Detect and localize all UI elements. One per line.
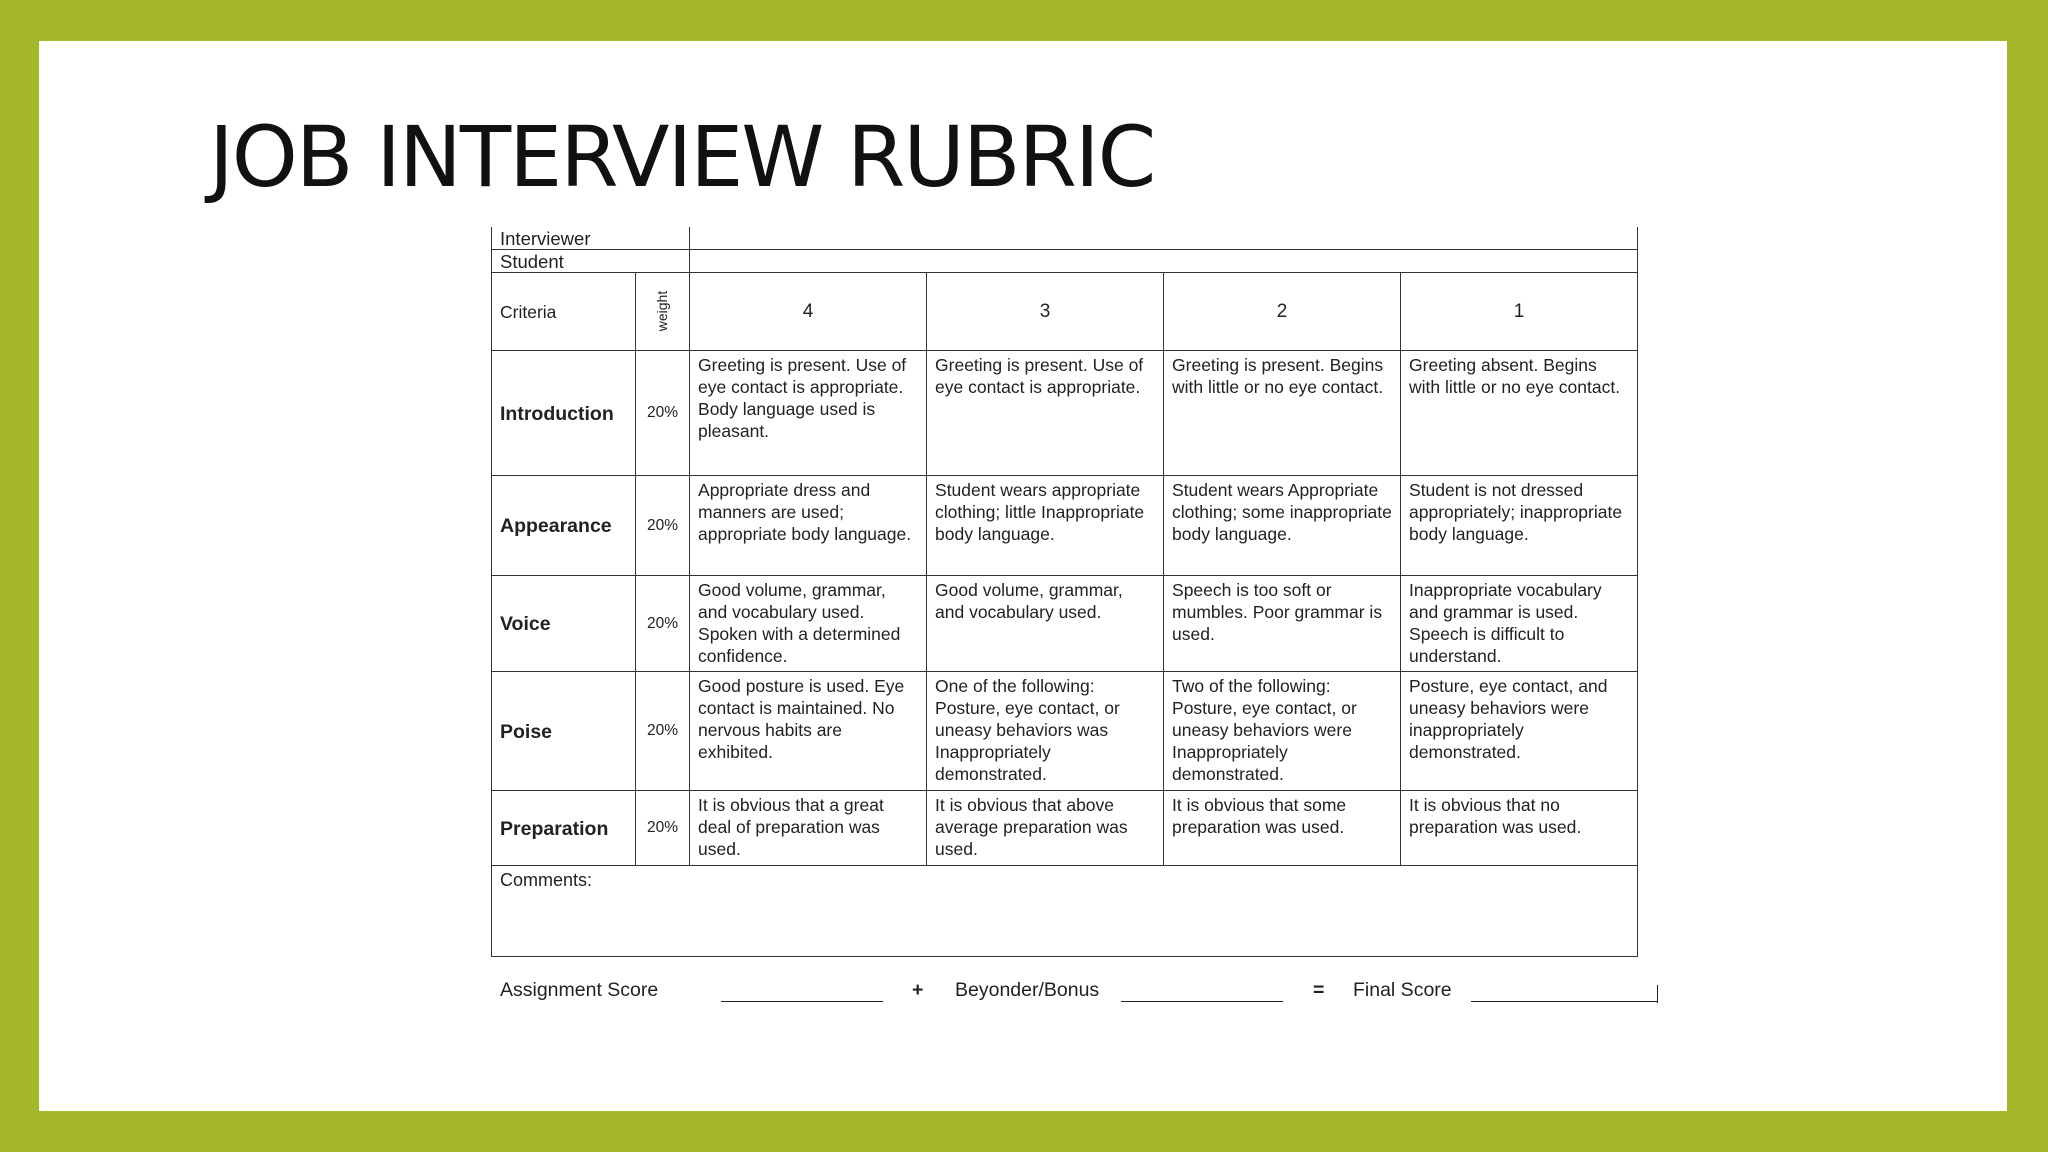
plus-sign: + xyxy=(912,979,924,1001)
criteria-cell: Two of the following: Posture, eye contact, or uneasy behaviors were Inappropriately demonstrated. xyxy=(1164,672,1401,791)
criteria-row-introduction xyxy=(492,351,1638,476)
criteria-weight: 20% xyxy=(636,351,690,476)
student-row xyxy=(492,250,1638,273)
criteria-cell: Speech is too soft or mumbles. Poor grammar is used. xyxy=(1164,576,1401,672)
criteria-weight: 20% xyxy=(636,672,690,791)
comments-label: Comments: xyxy=(500,870,593,890)
criteria-name: Voice xyxy=(492,576,636,672)
criteria-cell: Good volume, grammar, and vocabulary used. Spoken with a determined confidence. xyxy=(690,576,927,672)
criteria-name: Appearance xyxy=(492,476,636,576)
criteria-cell: It is obvious that no preparation was used. xyxy=(1401,791,1638,866)
slide-title: JOB INTERVIEW RUBRIC xyxy=(209,108,1155,206)
criteria-cell: Inappropriate vocabulary and grammar is used. Speech is difficult to understand. xyxy=(1401,576,1638,672)
criteria-cell: One of the following: Posture, eye contact, or uneasy behaviors was Inappropriately demonstrated. xyxy=(927,672,1164,791)
criteria-name: Preparation xyxy=(492,791,636,866)
criteria-header: Criteria xyxy=(492,273,636,351)
score-header-2: 2 xyxy=(1164,273,1401,351)
criteria-cell: Appropriate dress and manners are used; appropriate body language. xyxy=(690,476,927,576)
assignment-score-blank xyxy=(721,1001,883,1002)
criteria-name: Introduction xyxy=(492,351,636,476)
weight-header xyxy=(636,273,690,351)
criteria-row-poise xyxy=(492,672,1638,791)
score-header-1: 1 xyxy=(1401,273,1638,351)
final-score-end-tick xyxy=(1657,985,1658,1003)
criteria-cell: Greeting is present. Begins with little or no eye contact. xyxy=(1164,351,1401,476)
weight-header-label: weight xyxy=(654,290,671,332)
final-score-label: Final Score xyxy=(1353,979,1452,1001)
bonus-label: Beyonder/Bonus xyxy=(955,979,1100,1001)
criteria-cell: Good volume, grammar, and vocabulary used. xyxy=(927,576,1164,672)
comments-row xyxy=(492,866,1638,957)
criteria-cell: Student is not dressed appropriately; inappropriate body language. xyxy=(1401,476,1638,576)
criteria-cell: Good posture is used. Eye contact is maintained. No nervous habits are exhibited. xyxy=(690,672,927,791)
rubric-image xyxy=(491,227,1677,1013)
student-label: Student xyxy=(492,250,690,273)
bonus-blank xyxy=(1121,1001,1283,1002)
student-value xyxy=(690,250,1638,273)
score-header-3: 3 xyxy=(927,273,1164,351)
criteria-row-voice xyxy=(492,576,1638,672)
header-row xyxy=(492,273,1638,351)
equals-sign: = xyxy=(1313,979,1325,1001)
criteria-row-preparation xyxy=(492,791,1638,866)
criteria-cell: Student wears appropriate clothing; little Inappropriate body language. xyxy=(927,476,1164,576)
criteria-cell: Greeting absent. Begins with little or no eye contact. xyxy=(1401,351,1638,476)
criteria-cell: Greeting is present. Use of eye contact is appropriate. Body language used is pleasant. xyxy=(690,351,927,476)
criteria-weight: 20% xyxy=(636,576,690,672)
score-line xyxy=(491,979,1637,1013)
criteria-cell: It is obvious that some preparation was used. xyxy=(1164,791,1401,866)
criteria-row-appearance xyxy=(492,476,1638,576)
criteria-weight: 20% xyxy=(636,476,690,576)
interviewer-row xyxy=(492,227,1638,250)
interviewer-value xyxy=(690,227,1638,250)
assignment-score-label: Assignment Score xyxy=(500,979,659,1001)
criteria-name: Poise xyxy=(492,672,636,791)
interviewer-label: Interviewer xyxy=(492,227,690,250)
criteria-weight: 20% xyxy=(636,791,690,866)
final-score-blank xyxy=(1471,1001,1657,1002)
comments-box xyxy=(492,866,1638,957)
slide-canvas xyxy=(39,41,2007,1111)
criteria-cell: Student wears Appropriate clothing; some inappropriate body language. xyxy=(1164,476,1401,576)
criteria-cell: It is obvious that a great deal of preparation was used. xyxy=(690,791,927,866)
score-header-4: 4 xyxy=(690,273,927,351)
criteria-cell: It is obvious that above average preparation was used. xyxy=(927,791,1164,866)
criteria-cell: Posture, eye contact, and uneasy behaviors were inappropriately demonstrated. xyxy=(1401,672,1638,791)
criteria-cell: Greeting is present. Use of eye contact is appropriate. xyxy=(927,351,1164,476)
rubric-table xyxy=(491,227,1638,957)
